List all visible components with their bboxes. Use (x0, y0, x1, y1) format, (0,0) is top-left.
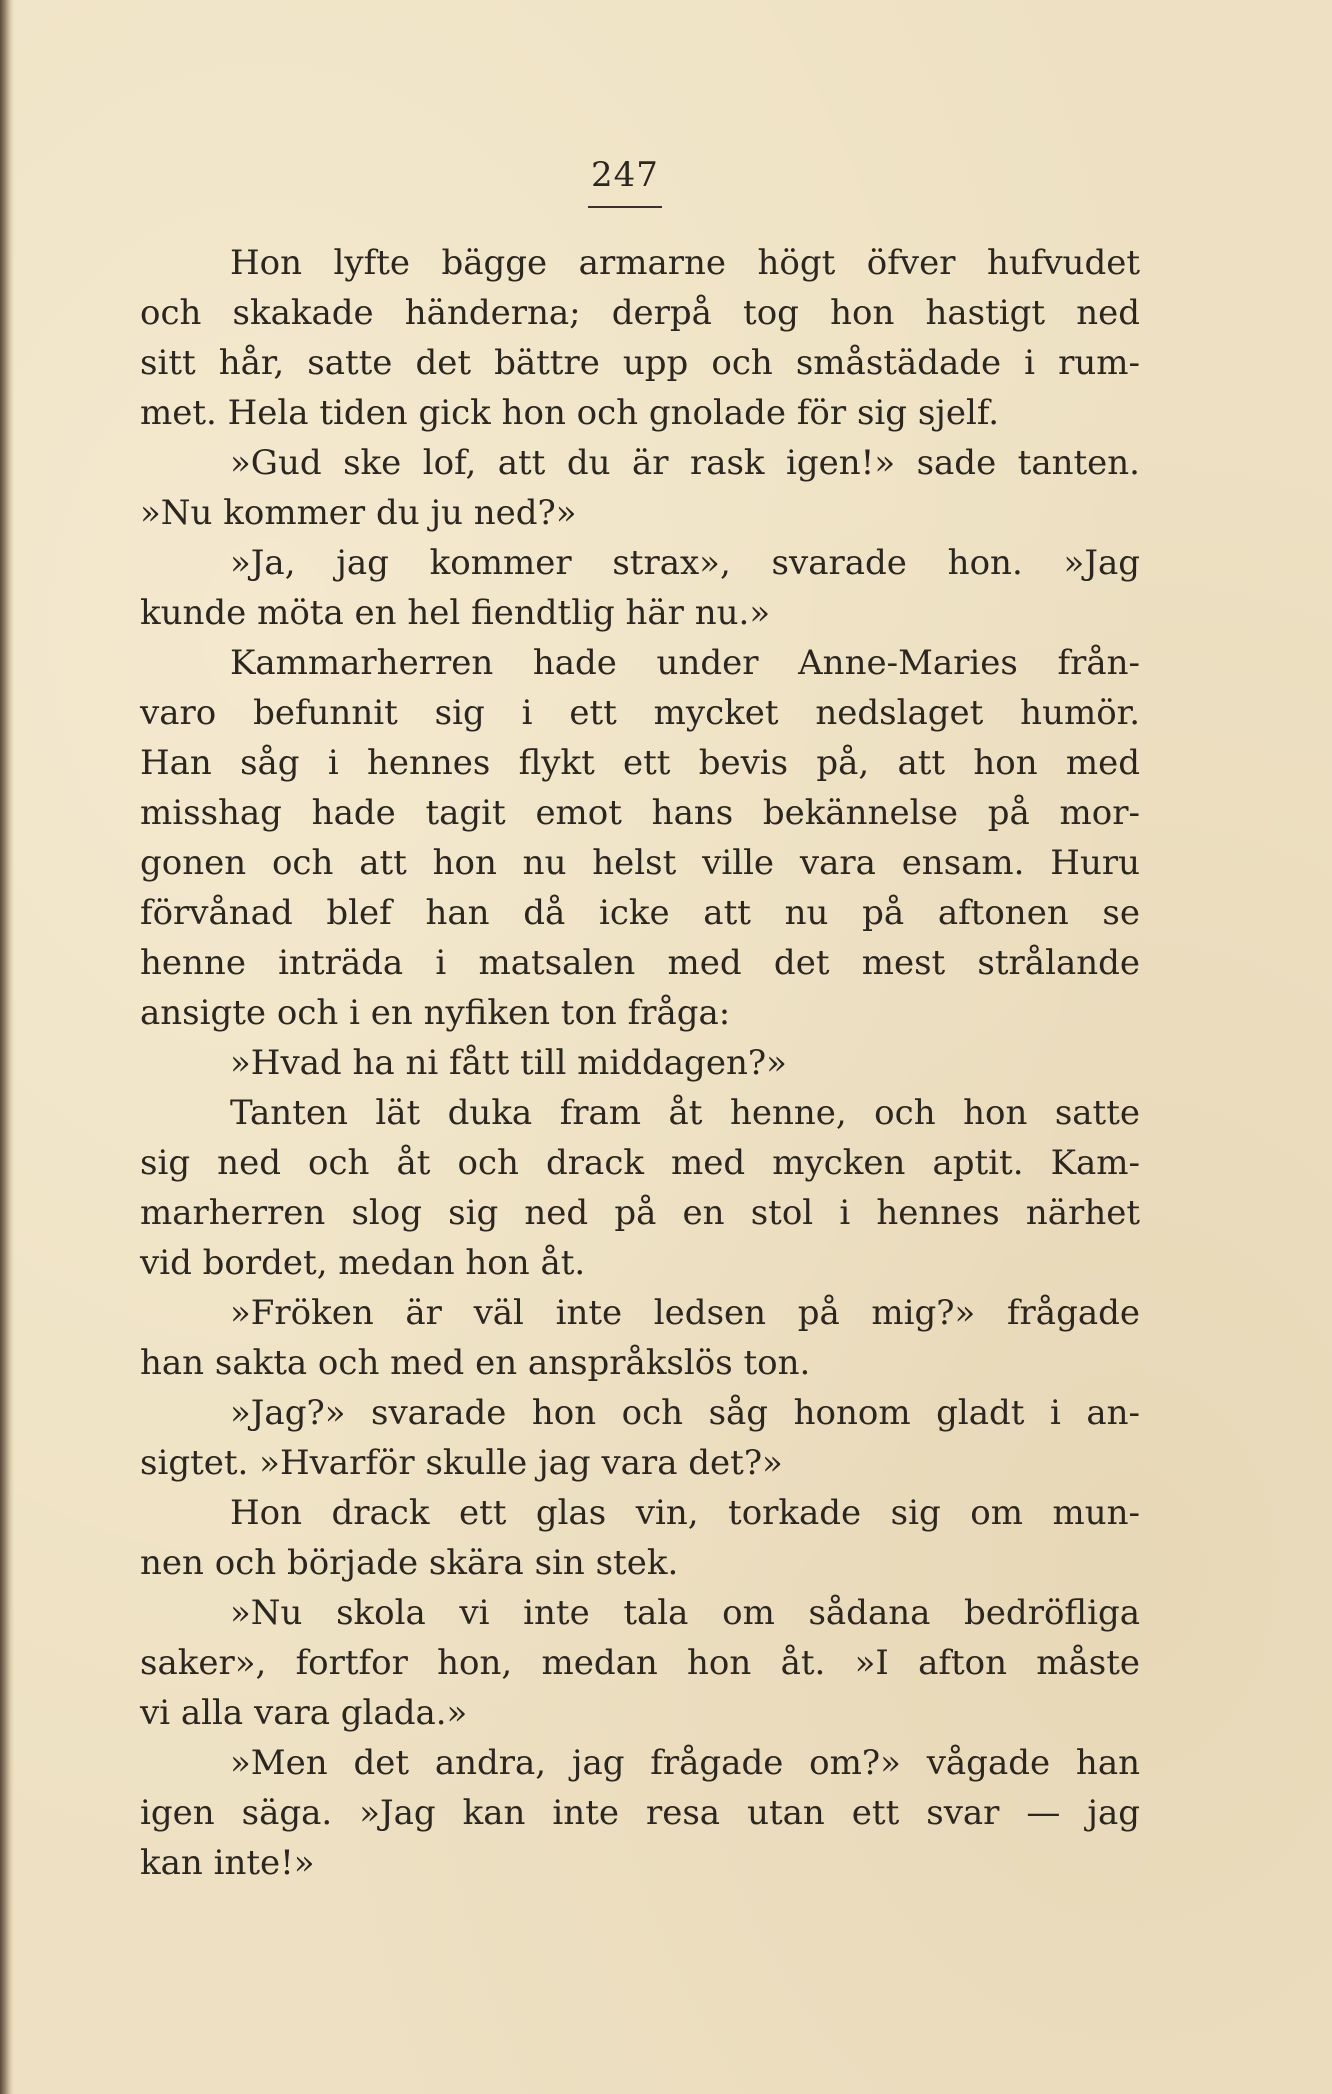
text-line: gonen och att hon nu helst ville vara ensam. Huru (140, 843, 1140, 883)
text-line: Tanten lät duka fram åt henne, och hon satte (230, 1093, 1140, 1133)
text-line: marherren slog sig ned på en stol i hennes närhet (140, 1193, 1140, 1233)
text-line: »Gud ske lof, att du är rask igen!» sade tanten. (230, 443, 1140, 483)
text-line: sigtet. »Hvarför skulle jag vara det?» (140, 1443, 783, 1483)
text-line: förvånad blef han då icke att nu på aftonen se (140, 893, 1140, 933)
text-line: »Ja, jag kommer strax», svarade hon. »Jag (230, 543, 1140, 583)
text-line: Hon lyfte bägge armarne högt öfver hufvudet (230, 243, 1140, 283)
text-line: »Jag?» svarade hon och såg honom gladt i an- (230, 1393, 1140, 1433)
text-line: Hon drack ett glas vin, torkade sig om mun- (230, 1493, 1140, 1533)
text-line: vi alla vara glada.» (140, 1693, 468, 1733)
text-line: »Nu kommer du ju ned?» (140, 493, 577, 533)
text-line: sitt hår, satte det bättre upp och småstädade i rum- (140, 343, 1140, 383)
page-number: 247 (591, 155, 659, 195)
text-line: kunde möta en hel fiendtlig här nu.» (140, 593, 771, 633)
text-line: sig ned och åt och drack med mycken aptit. Kam- (140, 1143, 1140, 1183)
text-line: ansigte och i en nyfiken ton fråga: (140, 993, 731, 1033)
text-line: Han såg i hennes flykt ett bevis på, att hon med (140, 743, 1140, 783)
page-number-rule (588, 206, 662, 208)
text-line: vid bordet, medan hon åt. (140, 1243, 586, 1283)
text-line: »Men det andra, jag frågade om?» vågade han (230, 1743, 1140, 1783)
text-line: nen och började skära sin stek. (140, 1543, 679, 1583)
text-line: misshag hade tagit emot hans bekännelse på mor- (140, 793, 1140, 833)
text-line: Kammarherren hade under Anne-Maries från- (230, 643, 1140, 683)
text-line: och skakade händerna; derpå tog hon hastigt ned (140, 293, 1140, 333)
text-line: kan inte!» (140, 1843, 315, 1883)
text-line: met. Hela tiden gick hon och gnolade för sig sjelf. (140, 393, 1000, 433)
body-text (140, 238, 1140, 1888)
text-line: han sakta och med en anspråkslös ton. (140, 1343, 811, 1383)
text-line: varo befunnit sig i ett mycket nedslaget humör. (140, 693, 1140, 733)
text-line: saker», fortfor hon, medan hon åt. »I afton måste (140, 1643, 1140, 1683)
text-line: »Nu skola vi inte tala om sådana bedröfliga (230, 1593, 1140, 1633)
text-line: henne inträda i matsalen med det mest strålande (140, 943, 1140, 983)
text-line: »Fröken är väl inte ledsen på mig?» frågade (230, 1293, 1140, 1333)
text-line: »Hvad ha ni fått till middagen?» (230, 1043, 787, 1083)
page-edge-shadow (0, 0, 14, 2094)
text-line: igen säga. »Jag kan inte resa utan ett svar — jag (140, 1793, 1140, 1833)
